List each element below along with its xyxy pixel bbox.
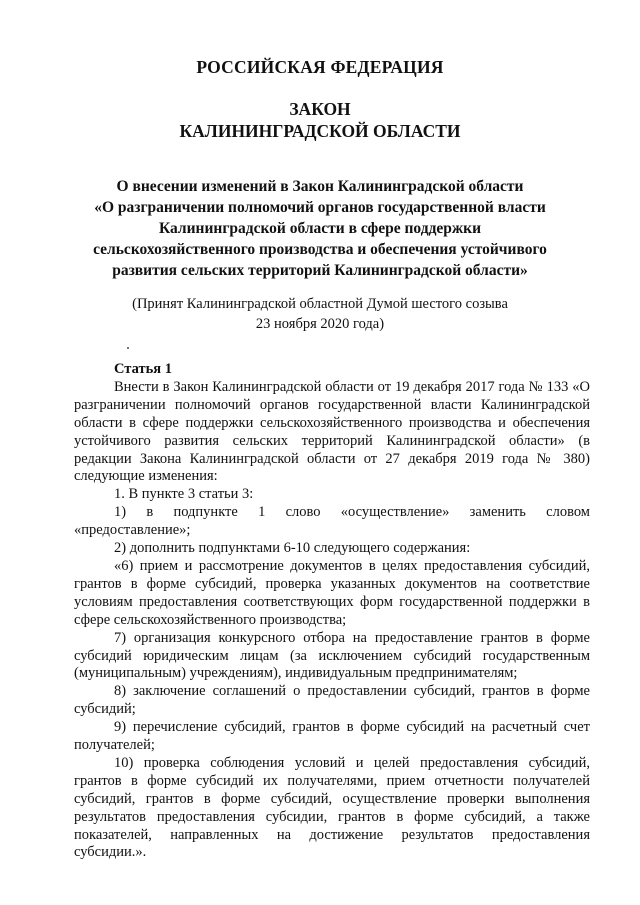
article-heading: Статья 1 [114,361,172,377]
paragraph: Внести в Закон Калининградской области от 19 декабря 2017 года № 133 «О разграничении полномочий органов государственной власти Калининградской области в сфере поддержки сельскохозяйственного производства и обеспечения устойчивого развития сельских территорий Калининградской области» (в редакции Закона Калининградской области от 27 декабря 2019 года № 380) следующие изменения: [74,378,590,485]
adoption-line: 23 ноября 2020 года) [255,316,385,332]
paragraph: 2) дополнить подпунктами 6-10 следующего содержания: [114,540,471,557]
law-heading [0,98,640,142]
law-title: ЗАКОН [289,99,351,119]
title-line: Калининградской области в сфере поддержки [158,220,482,237]
federation-heading: РОССИЙСКАЯ ФЕДЕРАЦИЯ [196,57,444,77]
scan-speck [127,347,129,349]
paragraph: 7) организация конкурсного отбора на предоставление грантов в форме субсидий юридическим лицам (за исключением субсидий государственным (муниципальным) учреждениям), индивидуальным предпринимателям; [74,629,590,682]
paragraph: 10) проверка соблюдения условий и целей предоставления субсидий, грантов в форме субсидий их получателями, прием отчетности получателей субсидий, грантов в форме субсидий, осуществление проверки выполнения результатов предоставления субсидии, грантов в форме субсидий, а также показателей, направленных на достижение результатов предоставления субсидии.». [74,754,590,861]
paragraph: 8) заключение соглашений о предоставлении субсидий, грантов в форме субсидий; [74,683,590,718]
paragraph: 1. В пункте 3 статьи 3: [114,486,254,503]
title-line: сельскохозяйственного производства и обеспечения устойчивого [93,241,547,258]
region-title: КАЛИНИНГРАДСКОЙ ОБЛАСТИ [179,121,461,141]
title-line: О внесении изменений в Закон Калининградской области [116,178,524,195]
paragraph: 1) в подпункте 1 слово «осуществление» заменить словом «предоставление»; [74,504,590,539]
law-subject-title [60,176,580,281]
article-body [74,361,590,862]
title-line: развития сельских территорий Калининградской области» [112,262,528,279]
paragraph: «6) прием и рассмотрение документов в целях предоставления субсидий, грантов в форме субсидий, проверка указанных документов на соответствие условиям предоставления соответствующих форм государственной поддержки в сфере сельскохозяйственного производства; [74,557,590,628]
adoption-line: (Принят Калининградской областной Думой шестого созыва [132,296,508,312]
adoption-note [60,294,580,334]
title-line: «О разграничении полномочий органов государственной власти [94,199,546,216]
paragraph: 9) перечисление субсидий, грантов в форме субсидий на расчетный счет получателей; [74,719,590,754]
